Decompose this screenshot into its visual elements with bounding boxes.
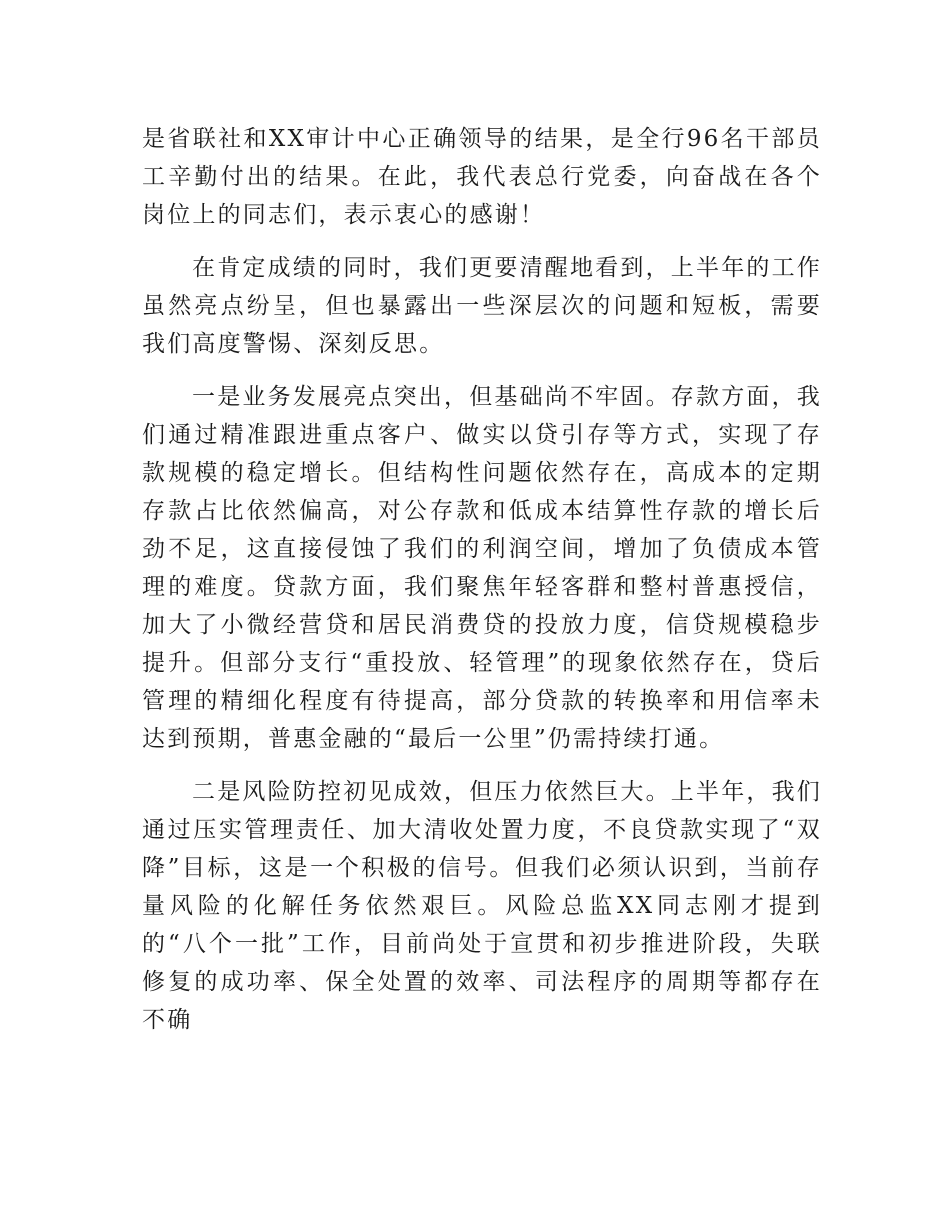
paragraph-3: 一是业务发展亮点突出，但基础尚不牢固。存款方面，我们通过精准跟进重点客户、做实以贷引存等方式，实现了存款规模的稳定增长。但结构性问题依然存在，高成本的定期存款占比依然偏高，对公存款和低成本结算性存款的增长后劲不足，这直接侵蚀了我们的利润空间，增加了负债成本管理的难度。贷款方面，我们聚焦年轻客群和整村普惠授信，加大了小微经营贷和居民消费贷的投放力度，信贷规模稳步提升。但部分支行“重投放、轻管理”的现象依然存在，贷后管理的精细化程度有待提高，部分贷款的转换率和用信率未达到预期，普惠金融的“最后一公里”仍需持续打通。: [142, 384, 822, 752]
paragraph-4: 二是风险防控初见成效，但压力依然巨大。上半年，我们通过压实管理责任、加大清收处置力度，不良贷款实现了“双降”目标，这是一个积极的信号。但我们必须认识到，当前存量风险的化解任务依然艰巨。风险总监XX同志刚才提到的“八个一批”工作，目前尚处于宣贯和初步推进阶段，失联修复的成功率、保全处置的效率、司法程序的周期等都存在不确: [142, 779, 822, 1033]
paragraph-2: 在肯定成绩的同时，我们更要清醒地看到，上半年的工作虽然亮点纷呈，但也暴露出一些深层次的问题和短板，需要我们高度警惕、深刻反思。: [142, 255, 822, 357]
paragraph-1: 是省联社和XX审计中心正确领导的结果，是全行96名干部员工辛勤付出的结果。在此，我代表总行党委，向奋战在各个岗位上的同志们，表示衷心的感谢！: [142, 126, 822, 228]
document-body: [142, 120, 822, 1039]
